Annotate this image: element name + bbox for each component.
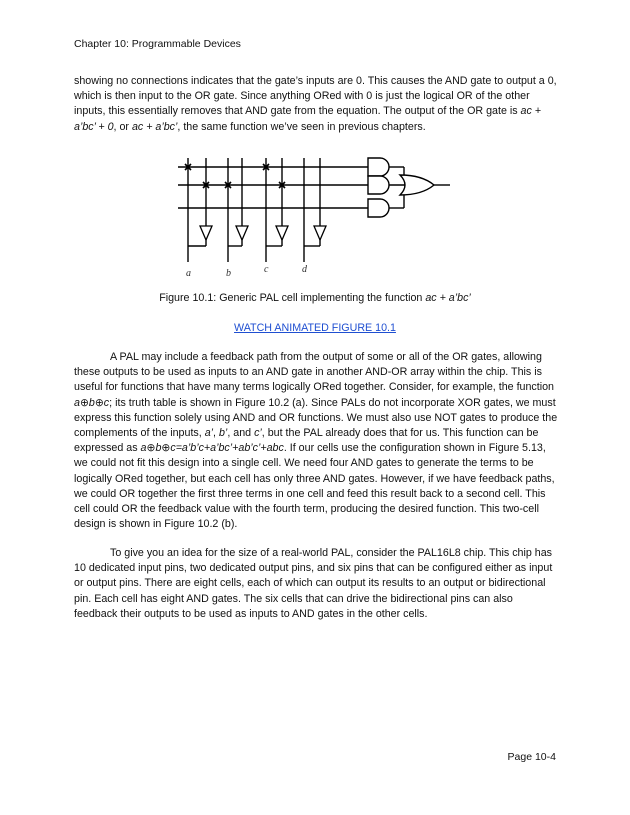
paragraph-feedback: A PAL may include a feedback path from the output of some or all of the OR gates, allowing these outputs to be used as inputs to an AND gate in another AND-OR array within the chip. This is useful for functions that have many terms logically ORed together. Consider, for example, the function a⊕b⊕c; its truth table is shown in Figure 10.2 (a). Since PALs do not incorporate XOR gates, we must express this function solely using AND and OR functions. We must also use NOT gates to produce the complements of the inputs, a’, b’, and c’, but the PAL already does that for us. This function can be expressed as a⊕b⊕c=a’b’c+a’bc’+ab’c’+abc. If our cells use the configuration shown in Figure 5.13, we could not fit this design into a single cell. We need four AND gates to generate the terms to be logically ORed together, but each cell has only three AND gates. However, if we have feedback paths, we could OR together the first three terms in one cell and feed this result back to a second cell. This cell could OR the feedback value with the fourth term, producing the desired function. This two-cell design is shown in Figure 10.2 (b). xyxy=(74,351,558,531)
pal-cell-diagram xyxy=(170,150,460,282)
input-label-a: a xyxy=(186,268,191,279)
page-number: Page 10-4 xyxy=(507,751,556,763)
input-label-b: b xyxy=(226,268,231,279)
figure-caption: Figure 10.1: Generic PAL cell implementing the function ac + a’bc’ xyxy=(159,292,471,304)
input-label-d: d xyxy=(302,264,307,275)
watch-animated-figure-link[interactable]: WATCH ANIMATED FIGURE 10.1 xyxy=(234,322,396,334)
chapter-header: Chapter 10: Programmable Devices xyxy=(74,38,241,50)
watch-animated-figure-link-wrap xyxy=(0,322,630,334)
paragraph-intro: showing no connections indicates that the gate’s inputs are 0. This causes the AND gate to output a 0, which is then input to the OR gate. Since anything ORed with 0 is just the logical OR of the other inputs, this essentially removes that AND gate from the equation. The output of the OR gate is ac + a’bc’ + 0, or ac + a’bc’, the same function we’ve seen in previous chapters. xyxy=(74,75,557,133)
paragraph-pal16l8: To give you an idea for the size of a real-world PAL, consider the PAL16L8 chip. This chip has 10 dedicated input pins, two dedicated output pins, and six pins that can be configured either as input or output pins. There are eight cells, each of which can output its results to an output or bidirectional pin. Each cell has eight AND gates. The six cells that can drive the bidirectional pins can also feedback their outputs to be used as inputs to AND gates in the other cells. xyxy=(74,547,553,620)
input-label-c: c xyxy=(264,264,269,275)
